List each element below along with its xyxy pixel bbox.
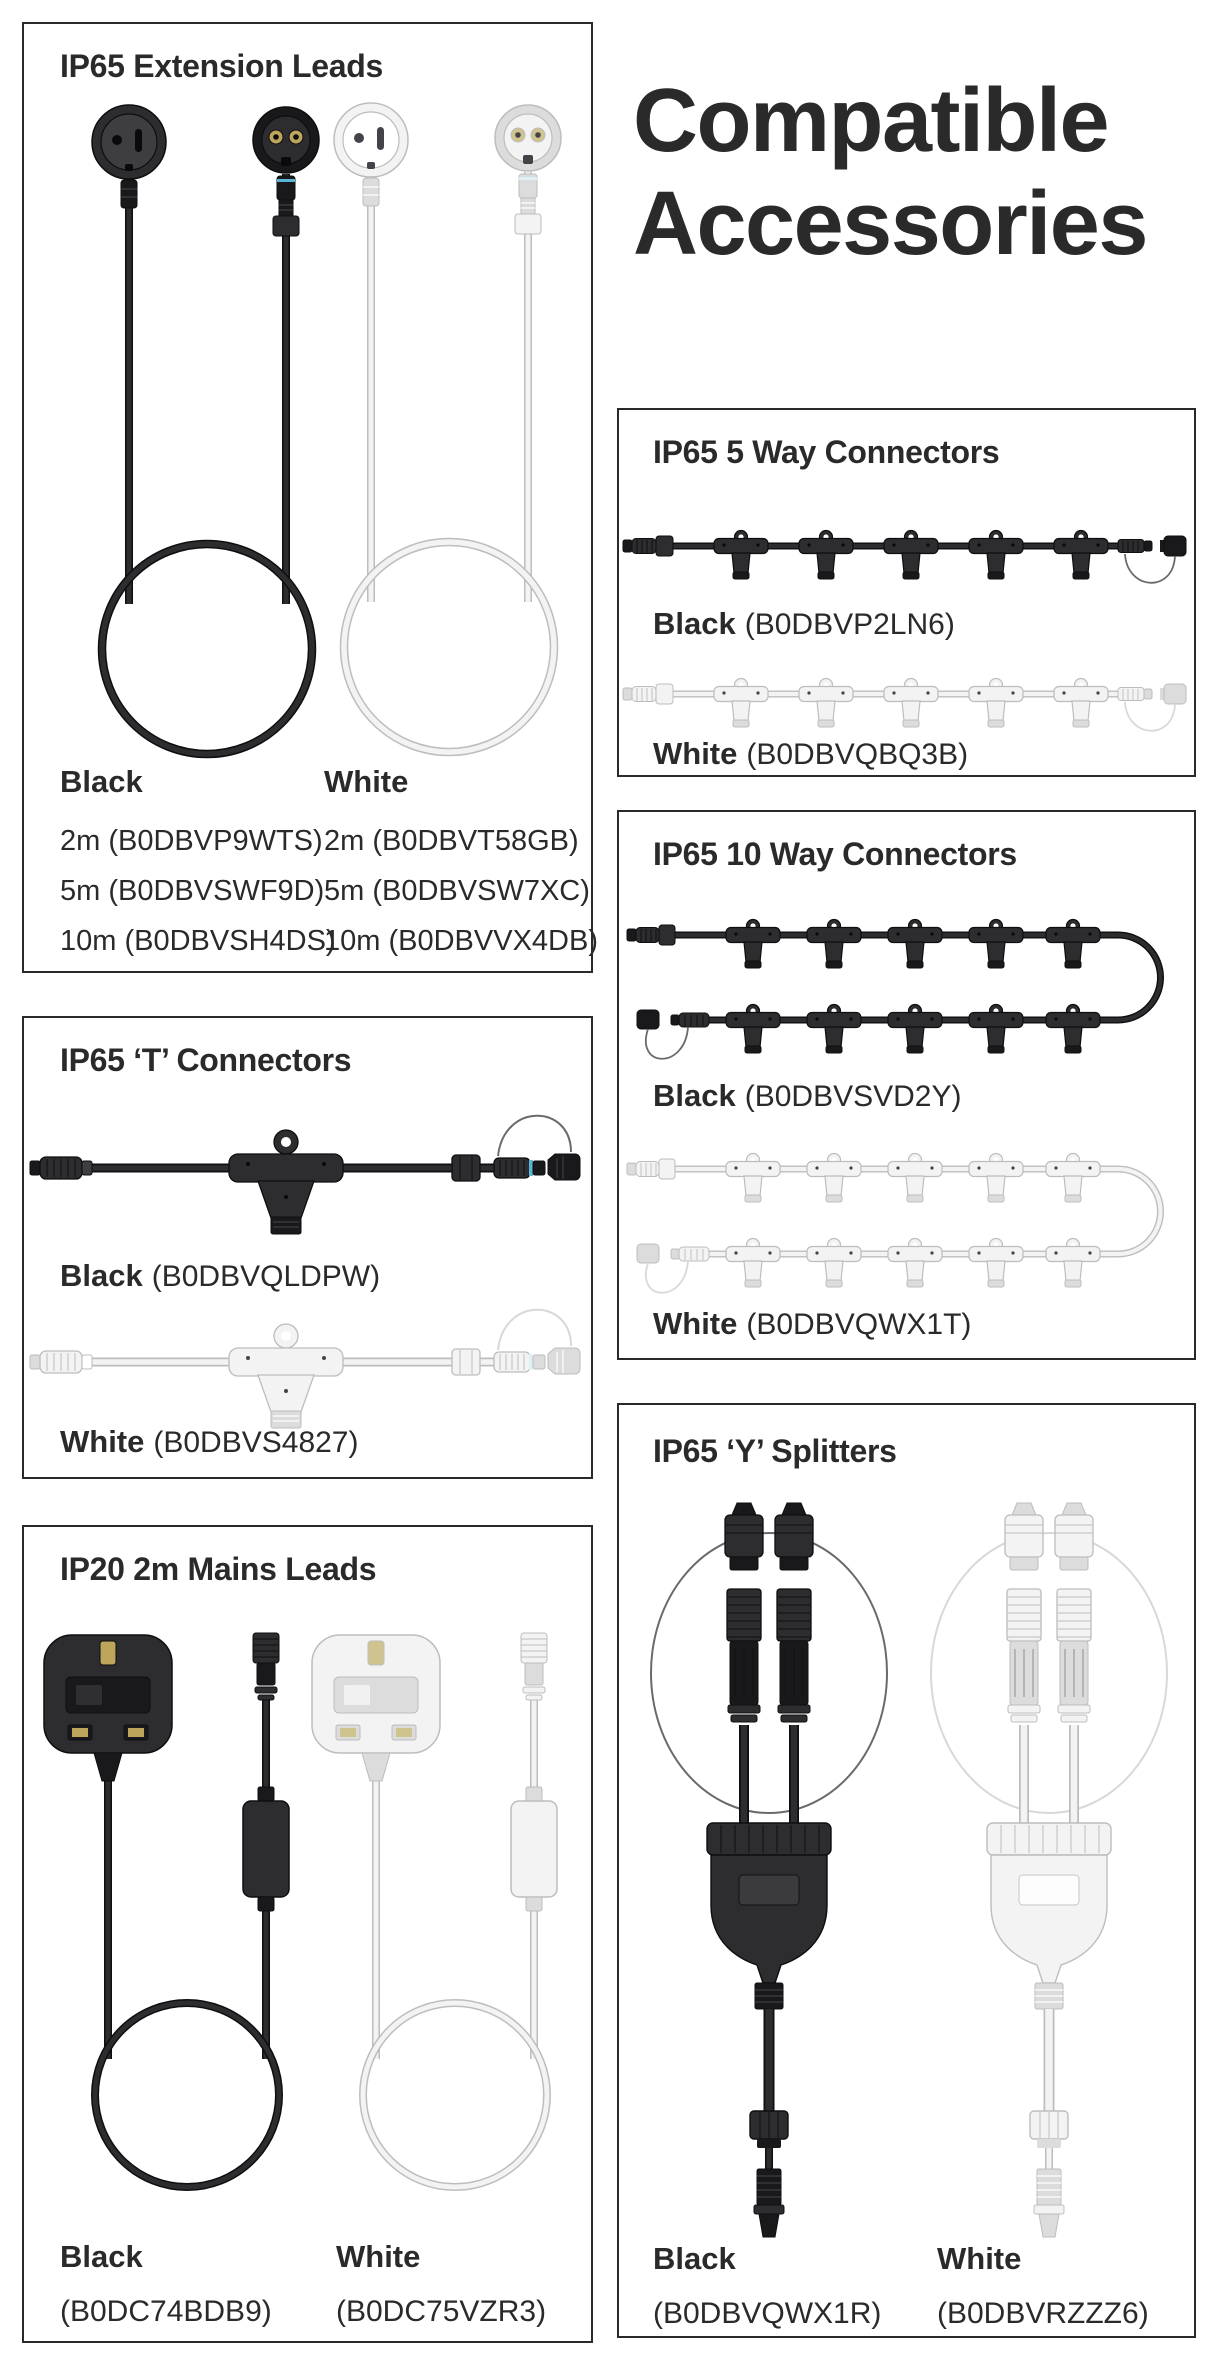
variant-label [60,1424,358,1460]
y-splitter-white-illustration [931,1503,1167,2237]
variant-code: (B0DC75VZR3) [336,2295,547,2328]
variant-color: Black [653,606,736,641]
extension-leads-illustration [24,96,595,786]
variant-label [653,1078,961,1114]
variant-code: (B0DBVS4827) [153,1426,359,1459]
variant-color: Black [60,1258,143,1293]
page-title-line2: Accessories [633,174,1147,274]
variant-color: White [653,736,738,771]
section-5-way-connectors [617,408,1196,777]
variant-code: (B0DBVQWX1T) [746,1308,972,1341]
variant-color: White [937,2241,1022,2276]
color-label: Black [60,764,143,799]
sku-item: 5m (B0DBVSW7XC) [324,875,590,907]
section-mains-leads [22,1525,593,2343]
variant-code: (B0DBVQLDPW) [151,1260,381,1293]
variant-code: (B0DBVQBQ3B) [746,738,969,771]
sku-item: 2m (B0DBVP9WTS) [60,825,323,857]
section-title: IP65 10 Way Connectors [653,836,1017,872]
sku-item: 10m (B0DBVSH4DS) [60,925,336,957]
variant-color: Black [653,1078,736,1113]
section-title: IP65 Extension Leads [60,48,384,84]
variant-color: Black [653,2241,736,2276]
section-title: IP65 5 Way Connectors [653,434,1000,470]
variant-color: Black [60,2239,143,2274]
variant-label [336,2239,546,2329]
sku-item: 5m (B0DBVSWF9D) [60,875,325,907]
section-y-splitters [617,1403,1196,2338]
variant-code: (B0DC74BDB9) [60,2295,272,2328]
variant-label [653,1306,971,1342]
y-splitter-black-illustration [651,1503,887,2237]
variant-code: (B0DBVSVD2Y) [744,1080,962,1113]
extension-lead-white-illustration [334,103,561,752]
variant-code: (B0DBVRZZZ6) [937,2297,1149,2330]
variant-code: (B0DBVQWX1R) [653,2297,882,2330]
5-way-white-illustration [621,662,1196,740]
10-way-white-illustration [621,1134,1196,1294]
variant-label [937,2241,1149,2331]
section-title: IP65 ‘Y’ Splitters [653,1433,897,1469]
page-title [633,70,1147,276]
section-10-way-connectors [617,810,1196,1360]
section-title: IP65 ‘T’ Connectors [60,1042,352,1078]
extension-white-column [324,764,598,966]
section-t-connectors [22,1016,593,1479]
section-title: IP20 2m Mains Leads [60,1551,377,1587]
sku-item: 2m (B0DBVT58GB) [324,825,579,857]
variant-label [653,736,968,772]
10-way-black-illustration [621,900,1196,1060]
section-extension-leads [22,22,598,973]
mains-lead-white-illustration [312,1633,557,2187]
sku-item: 10m (B0DBVVX4DB) [324,925,598,957]
variant-color: White [336,2239,421,2274]
variant-color: White [60,1424,145,1459]
t-connector-black-illustration [24,1094,595,1244]
extension-lead-black-illustration [92,105,319,754]
y-splitters-illustration [619,1491,1198,2251]
variant-color: White [653,1306,738,1341]
variant-label [60,2239,272,2329]
variant-code: (B0DBVP2LN6) [744,608,955,641]
color-label: White [324,764,409,799]
page-title-line1: Compatible [633,71,1109,171]
t-connector-white-illustration [24,1288,595,1438]
mains-lead-black-illustration [44,1633,289,2187]
variant-label [653,2241,881,2331]
variant-label [653,606,955,642]
5-way-black-illustration [621,514,1196,592]
extension-black-column [60,764,336,966]
mains-leads-illustration [24,1627,595,2207]
